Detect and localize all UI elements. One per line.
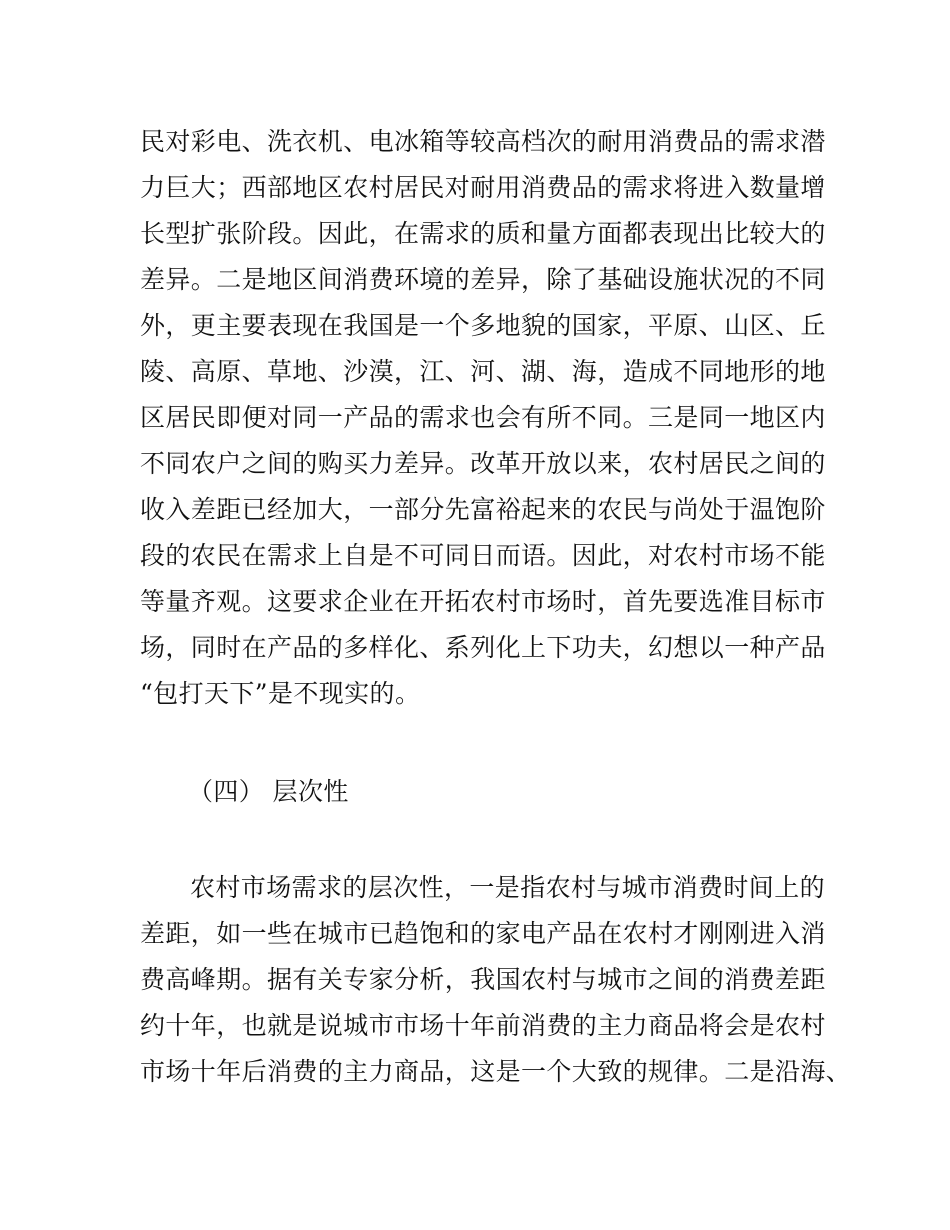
paragraph-line: 民对彩电、洗衣机、电冰箱等较高档次的耐用消费品的需求潜	[140, 127, 826, 156]
paragraph-line: 区居民即便对同一产品的需求也会有所不同。三是同一地区内	[140, 403, 826, 432]
section-heading: （四） 层次性	[188, 777, 349, 806]
paragraph-line: 约十年，也就是说城市市场十年前消费的主力商品将会是农村	[140, 1011, 826, 1040]
paragraph-line: 不同农户之间的购买力差异。改革开放以来，农村居民之间的	[140, 449, 826, 478]
paragraph-line: 差距，如一些在城市已趋饱和的家电产品在农村才刚刚进入消	[140, 919, 826, 948]
paragraph-line: 外，更主要表现在我国是一个多地貌的国家，平原、山区、丘	[140, 311, 826, 340]
paragraph-line: 市场十年后消费的主力商品，这是一个大致的规律。二是沿海、	[140, 1057, 852, 1086]
paragraph-line: 力巨大；西部地区农村居民对耐用消费品的需求将进入数量增	[140, 173, 826, 202]
paragraph-line: 等量齐观。这要求企业在开拓农村市场时，首先要选准目标市	[140, 587, 826, 616]
paragraph-line: 长型扩张阶段。因此，在需求的质和量方面都表现出比较大的	[140, 219, 826, 248]
paragraph-line: 场，同时在产品的多样化、系列化上下功夫，幻想以一种产品	[140, 633, 826, 662]
paragraph-line: 陵、高原、草地、沙漠，江、河、湖、海，造成不同地形的地	[140, 357, 826, 386]
paragraph-line: 收入差距已经加大，一部分先富裕起来的农民与尚处于温饱阶	[140, 495, 826, 524]
paragraph-line: 段的农民在需求上自是不可同日而语。因此，对农村市场不能	[140, 541, 826, 570]
paragraph-line: “包打天下”是不现实的。	[140, 679, 421, 708]
paragraph-line: 费高峰期。据有关专家分析，我国农村与城市之间的消费差距	[140, 965, 826, 994]
paragraph-line: 差异。二是地区间消费环境的差异，除了基础设施状况的不同	[140, 265, 826, 294]
paragraph-line: 农村市场需求的层次性，一是指农村与城市消费时间上的	[190, 873, 826, 902]
